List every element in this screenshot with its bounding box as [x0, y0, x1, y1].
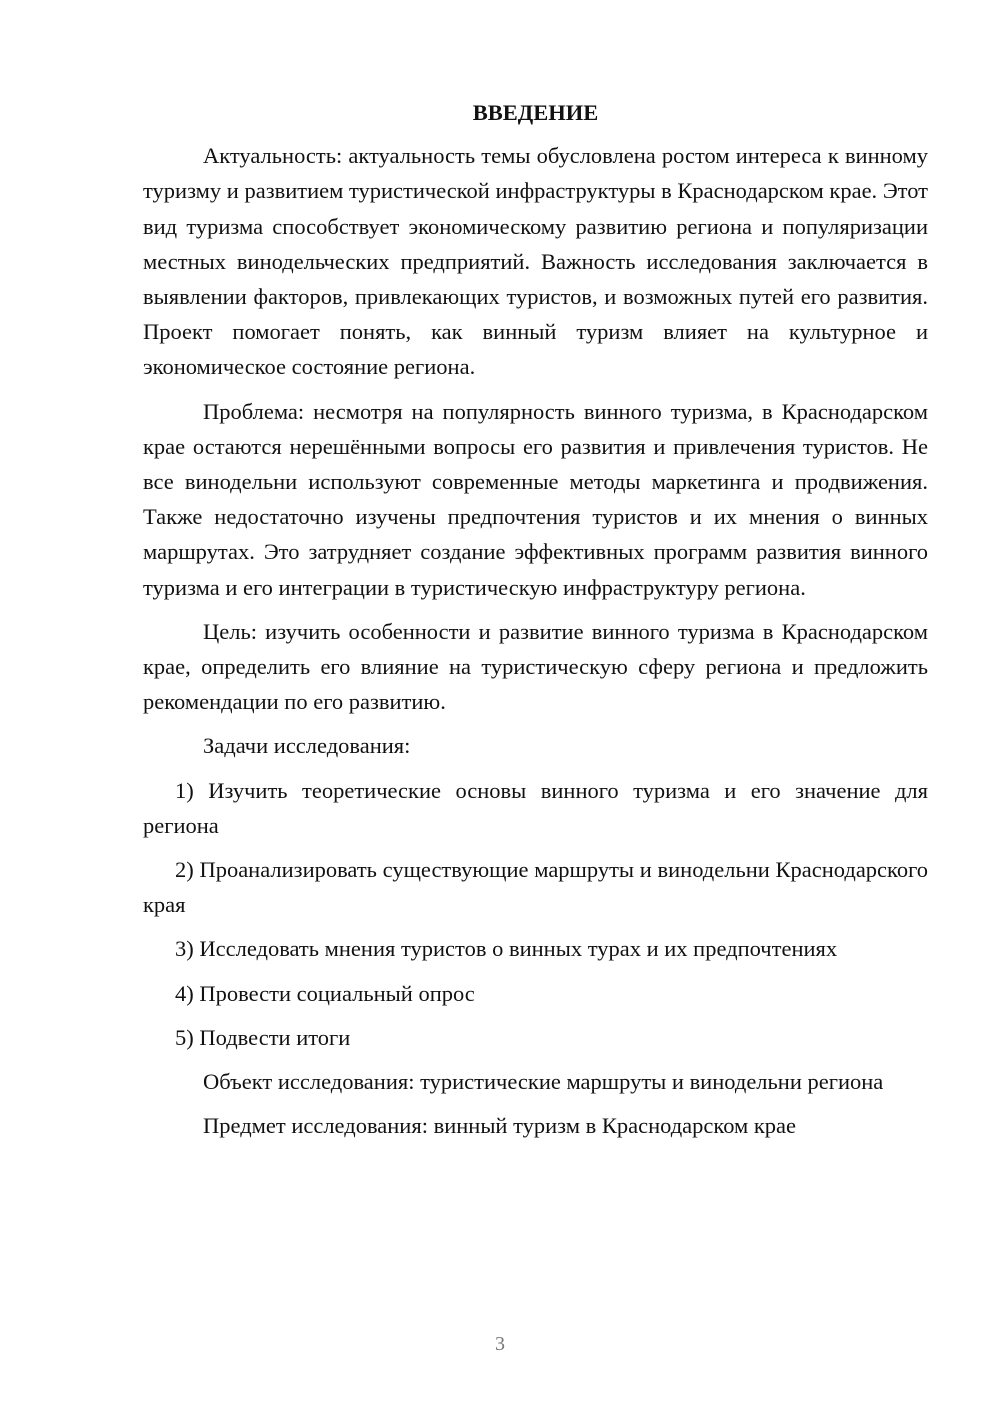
tasks-heading: Задачи исследования: — [203, 733, 411, 759]
task-item-3: 3) Исследовать мнения туристов о винных турах и их предпочтениях — [175, 936, 838, 962]
section-title: ВВЕДЕНИЕ — [472, 100, 599, 125]
page-number: 3 — [495, 1333, 505, 1355]
task-item-1: 1) Изучить теоретические основы винного туризма и его значение для региона — [143, 777, 928, 838]
relevance-paragraph: Актуальность: актуальность темы обусловлена ростом интереса к винному туризму и развитием туристической инфраструктуры в Краснодарском крае. Этот вид туризма способствует экономическому развитию региона и популяризации местных винодельческих предприятий. Важность исследования заключается в выявлении факторов, привлекающих туристов, и возможных путей его развития. Проект помогает понять, как винный туризм влияет на культурное и экономическое состояние региона. — [143, 143, 928, 380]
problem-paragraph: Проблема: несмотря на популярность винного туризма, в Краснодарском крае остаются нерешёнными вопросы его развития и привлечения туристов. Не все винодельни используют современные методы маркетинга и продвижения. Также недостаточно изучены предпочтения туристов и их мнения о винных маршрутах. Это затрудняет создание эффективных программ развития винного туризма и его интеграции в туристическую инфраструктуру региона. — [143, 398, 928, 600]
research-subject-paragraph: Предмет исследования: винный туризм в Краснодарском крае — [203, 1113, 797, 1139]
document-page — [143, 95, 928, 1152]
goal-paragraph: Цель: изучить особенности и развитие винного туризма в Краснодарском крае, определить его влияние на туристическую сферу региона и предложить рекомендации по его развитию. — [143, 618, 928, 715]
research-object-paragraph: Объект исследования: туристические маршруты и винодельни региона — [203, 1069, 884, 1095]
task-item-5: 5) Подвести итоги — [175, 1024, 351, 1050]
task-item-4: 4) Провести социальный опрос — [175, 980, 475, 1006]
task-item-2: 2) Проанализировать существующие маршруты и винодельни Краснодарского края — [143, 857, 928, 918]
